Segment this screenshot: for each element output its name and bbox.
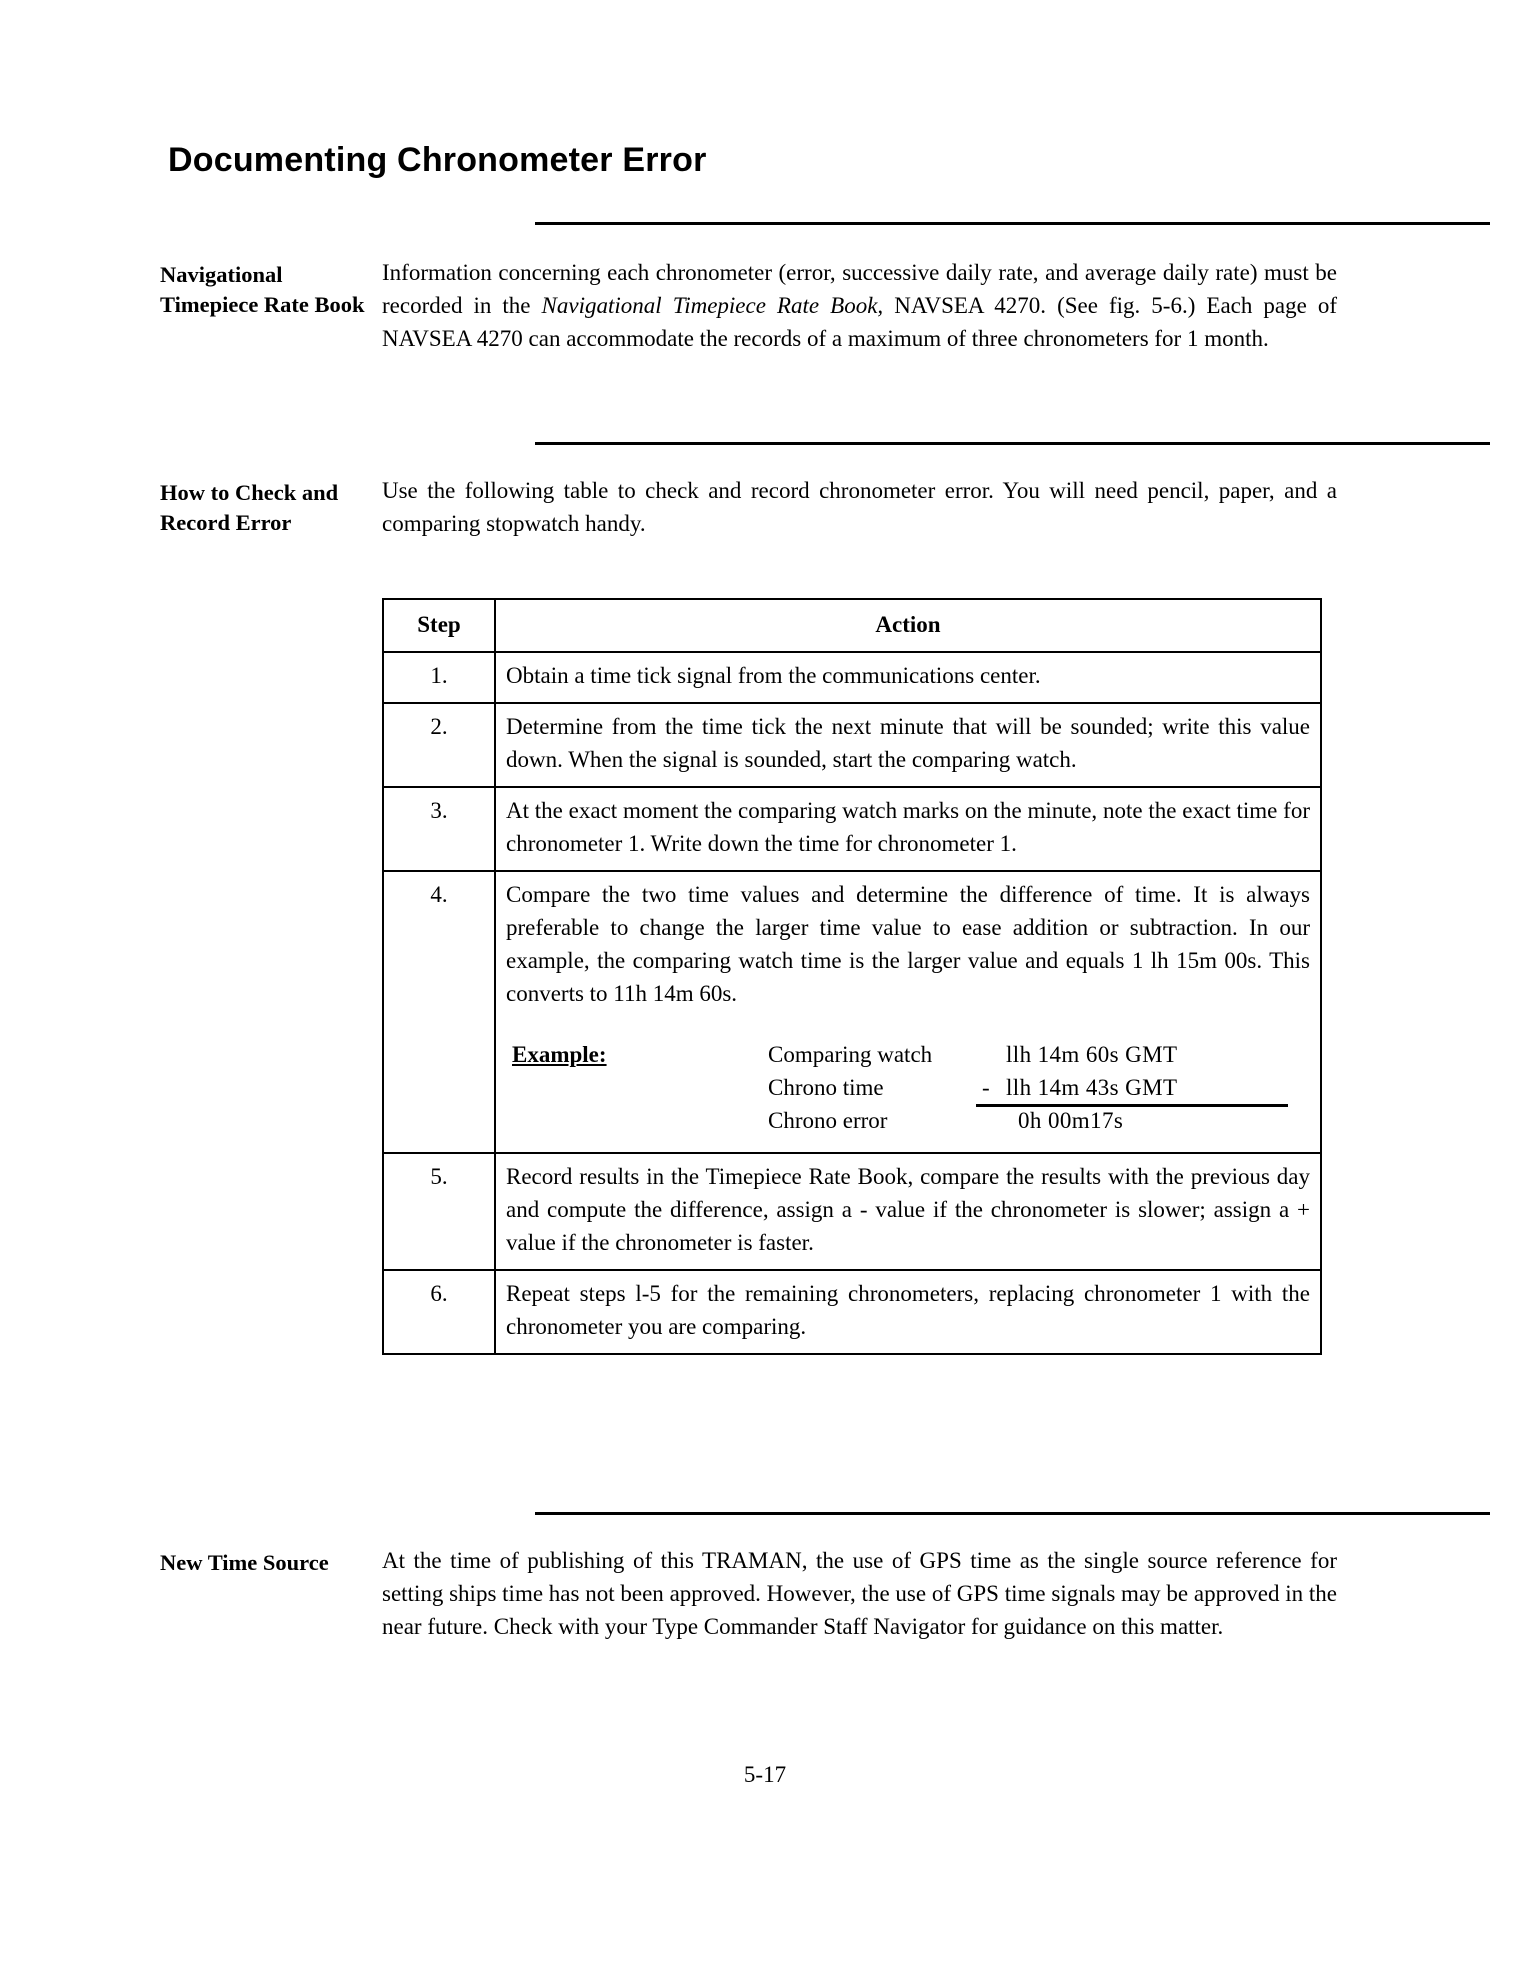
step-action: Record results in the Timepiece Rate Book, compare the results with the previous day and compute the difference, assign a - value if the chronometer is slower; assign a + value if the chronometer is faster. [495,1153,1321,1270]
step-action-with-example [495,871,1321,1153]
example-calculation [768,1038,1288,1137]
example-row-sign: - [982,1075,990,1100]
step-action-text: Compare the two time values and determine the difference of time. It is always preferable to change the larger time value to ease addition or subtraction. In our example, the comparing watch time is the larger value and equals 1 lh 15m 00s. This converts to 11h 14m 60s. [506,882,1310,1006]
steps-table [382,598,1322,1355]
example-row-chrono-time [768,1071,1288,1104]
body-text: At the time of publishing of this TRAMAN, the use of GPS time as the single source reference for setting ships time has not been approved. However, the use of GPS time signals may be approved in the near future. Check with your Type Commander Staff Navigator for guidance on this matter. [382,1548,1337,1639]
table-row [383,871,1321,1153]
step-action: Determine from the time tick the next minute that will be sounded; write this value down. When the signal is sounded, start the comparing watch. [495,703,1321,787]
page-title: Documenting Chronometer Error [168,140,707,179]
example-row-comparing-watch [768,1038,1288,1071]
column-header-step: Step [383,599,495,652]
table-row [383,1153,1321,1270]
section-divider [535,442,1490,445]
example-row-value: llh 14m 60s GMT [1006,1042,1178,1067]
body-text-italic-title: Navigational Timepiece Rate Book, [541,293,884,318]
section-body [382,1544,1337,1643]
section-heading: How to Check and Record Error [160,480,339,535]
section-divider [535,222,1490,225]
step-number: 3. [383,787,495,871]
column-header-action: Action [495,599,1321,652]
body-text: Use the following table to check and record chronometer error. You will need pencil, paper, and a comparing stopwatch handy. [382,478,1337,536]
step-action: Repeat steps l-5 for the remaining chronometers, replacing chronometer 1 with the chronometer you are comparing. [495,1270,1321,1354]
example-row-value: 0h 00m17s [1018,1108,1124,1133]
table-row [383,652,1321,703]
example-row-label: Chrono error [768,1108,888,1133]
page-number: 5-17 [743,1762,787,1787]
example-row-value: llh 14m 43s GMT [1006,1075,1178,1100]
section-body [382,474,1337,540]
section-heading: Navigational Timepiece Rate Book [160,262,365,317]
table-header-row [383,599,1321,652]
step-number: 2. [383,703,495,787]
section-heading: New Time Source [160,1550,329,1575]
step-number: 1. [383,652,495,703]
example-label: Example: [512,1042,607,1067]
step-number: 5. [383,1153,495,1270]
example-row-label: Chrono time [768,1075,884,1100]
steps-table-container [382,598,1320,1355]
example-block [506,1038,1310,1142]
step-action: At the exact moment the comparing watch marks on the minute, note the exact time for chronometer 1. Write down the time for chronometer 1. [495,787,1321,871]
section-body [382,256,1337,355]
example-row-label: Comparing watch [768,1042,933,1067]
table-row [383,1270,1321,1354]
step-number: 6. [383,1270,495,1354]
section-divider [535,1512,1490,1515]
example-row-chrono-error [768,1104,1288,1137]
body-text-suffix: NAVSEA 4270. (See fig. 5-6.) Each page of NAVSEA 4270 can accommodate the records of a maximum of three chronometers for 1 month. [382,293,1338,351]
step-number: 4. [383,871,495,1153]
step-action: Obtain a time tick signal from the communications center. [495,652,1321,703]
table-row [383,787,1321,871]
table-row [383,703,1321,787]
body-text-prefix: Information concerning each chronometer (error, successive daily rate, and average daily rate) must be recorded in the [382,260,1337,318]
